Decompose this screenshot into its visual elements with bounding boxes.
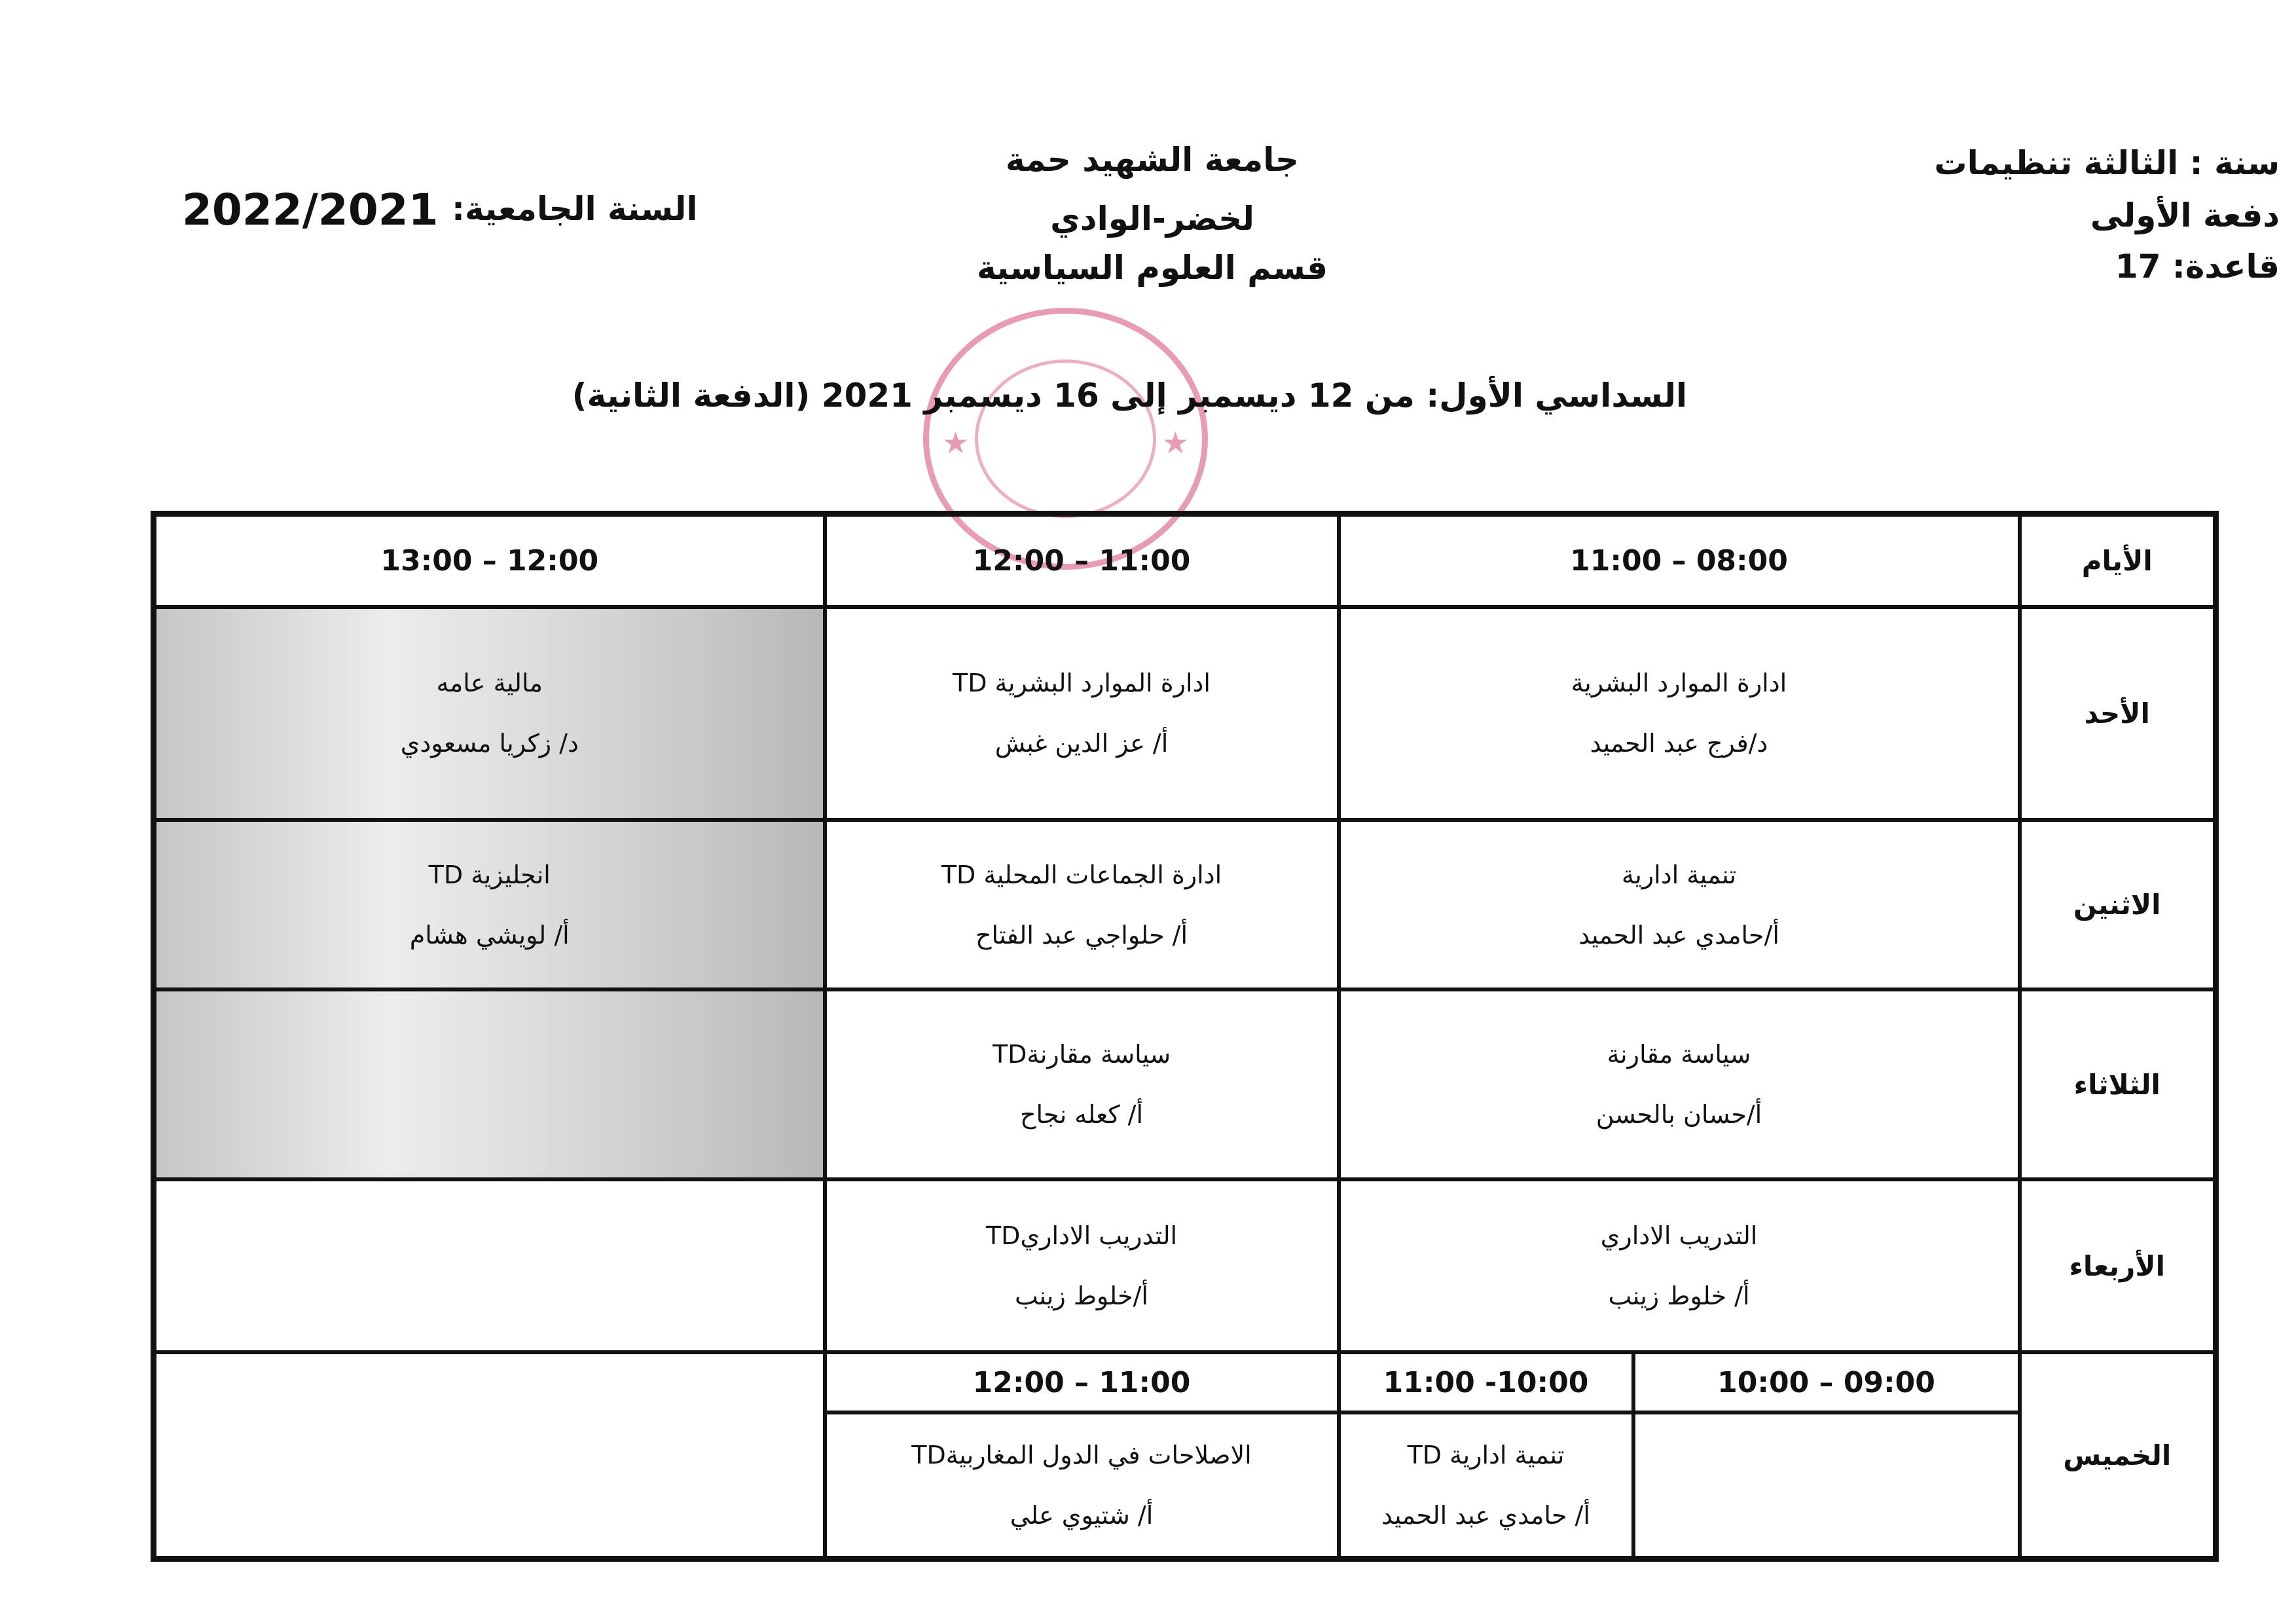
table-row	[154, 820, 2216, 989]
academic-year-label: السنة الجامعية:	[452, 190, 698, 228]
time-slot-header: 10:00 – 09:00	[1633, 1352, 2020, 1412]
teacher-name: أ/ شتيوي علي	[1010, 1500, 1154, 1530]
course-cell	[154, 820, 825, 989]
academic-year-value: 2022/2021	[182, 185, 439, 235]
days-column-header: الأيام	[2020, 514, 2216, 607]
stamp-star-icon: ★	[1161, 425, 1189, 460]
course-cell	[1339, 1412, 1633, 1559]
course-cell	[1339, 1179, 2020, 1352]
timetable	[151, 511, 2219, 1562]
course-cell	[1339, 607, 2020, 820]
course-cell	[825, 607, 1339, 820]
course-cell	[1339, 989, 2020, 1179]
day-name: الأربعاء	[2020, 1179, 2216, 1352]
teacher-name: د/فرج عبد الحميد	[1590, 729, 1768, 758]
course-cell	[825, 989, 1339, 1179]
day-name: الاثنين	[2020, 820, 2216, 989]
time-slot-header: 12:00 – 11:00	[825, 1352, 1339, 1412]
course-title: ادارة الموارد البشرية TD	[952, 669, 1211, 698]
course-title: مالية عامه	[436, 669, 543, 698]
time-slot-header: 12:00 – 11:00	[825, 514, 1339, 607]
empty-cell	[154, 1179, 825, 1352]
course-title: تنمية ادارية TD	[1407, 1440, 1565, 1469]
table-header-row	[154, 514, 2216, 607]
empty-cell	[154, 1352, 825, 1559]
course-cell	[825, 1179, 1339, 1352]
table-row	[154, 989, 2216, 1179]
day-name: الثلاثاء	[2020, 989, 2216, 1179]
day-name: الأحد	[2020, 607, 2216, 820]
university-name: جامعة الشهيد حمة	[1005, 141, 1300, 179]
table-row	[154, 1179, 2216, 1352]
course-title: تنمية ادارية	[1621, 860, 1737, 889]
thursday-time-row	[154, 1352, 2216, 1412]
course-cell	[1339, 820, 2020, 989]
time-slot-header: 13:00 – 12:00	[154, 514, 825, 607]
teacher-name: أ/ عز الدين غبش	[994, 729, 1169, 758]
course-title: ادارة الموارد البشرية	[1571, 669, 1787, 698]
stamp-star-icon: ★	[942, 425, 970, 460]
level-label: سنة : الثالثة تنظيمات	[1934, 144, 2280, 182]
course-cell	[825, 1412, 1339, 1559]
course-title: ادارة الجماعات المحلية TD	[941, 860, 1222, 889]
course-title: التدريب الاداري	[1600, 1221, 1758, 1251]
department-name: قسم العلوم السياسية	[976, 249, 1328, 287]
course-title: سياسة مقارنة	[1607, 1040, 1751, 1069]
teacher-name: أ/حامدي عبد الحميد	[1578, 920, 1779, 950]
teacher-name: أ/ كعله نجاح	[1019, 1100, 1144, 1130]
teacher-name: أ/ حلواجي عبد الفتاح	[975, 920, 1188, 950]
course-title: انجليزية TD	[428, 860, 551, 889]
empty-cell	[154, 989, 825, 1179]
table-row	[154, 607, 2216, 820]
university-city: لخضر-الوادي	[1050, 200, 1254, 238]
course-title: التدريب الاداريTD	[985, 1221, 1178, 1251]
teacher-name: أ/ حامدي عبد الحميد	[1381, 1500, 1590, 1530]
teacher-name: أ/ خلوط زينب	[1608, 1282, 1750, 1311]
course-title: سياسة مقارنةTD	[992, 1040, 1171, 1069]
course-cell	[154, 607, 825, 820]
teacher-name: أ/ لويشي هشام	[409, 920, 570, 950]
teacher-name: د/ زكريا مسعودي	[400, 729, 579, 758]
empty-cell	[1633, 1412, 2020, 1559]
time-slot-header: 11:00 -10:00	[1339, 1352, 1633, 1412]
room-label: قاعدة: 17	[2115, 248, 2280, 286]
semester-title: السداسي الأول: من 12 ديسمبر إلى 16 ديسمبر 2021 (الدفعة الثانية)	[572, 377, 1687, 415]
teacher-name: أ/خلوط زينب	[1015, 1282, 1148, 1311]
course-cell	[825, 820, 1339, 989]
time-slot-header: 11:00 – 08:00	[1339, 514, 2020, 607]
course-title: الاصلاحات في الدول المغاربيةTD	[911, 1440, 1252, 1469]
batch-label: دفعة الأولى	[2090, 196, 2280, 234]
day-name: الخميس	[2020, 1352, 2216, 1559]
teacher-name: أ/حسان بالحسن	[1595, 1100, 1762, 1130]
